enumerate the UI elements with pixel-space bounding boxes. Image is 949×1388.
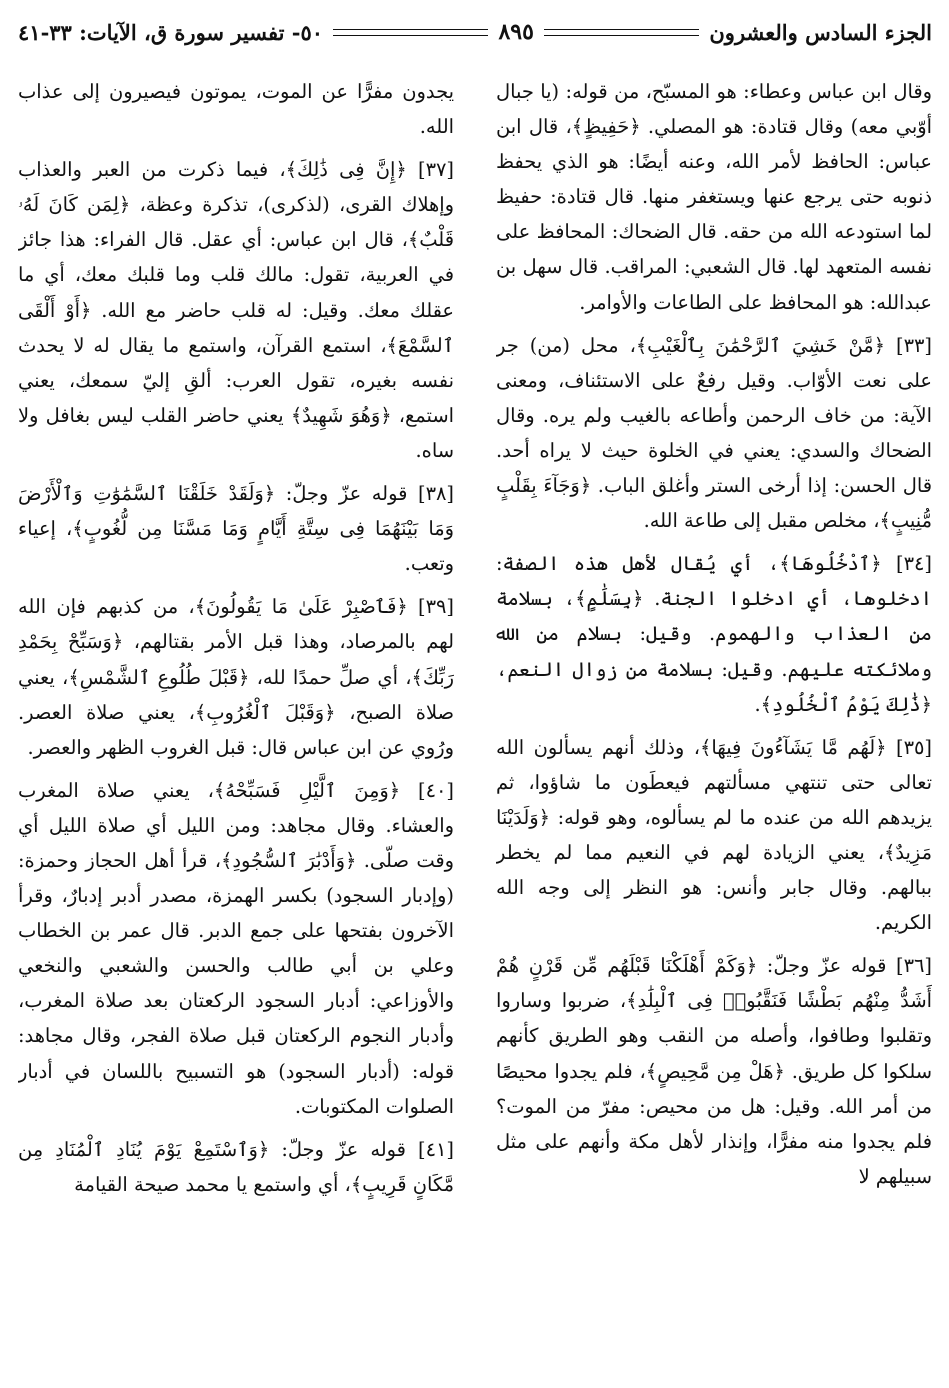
paragraph: [٣٦] قوله عزّ وجلّ: ﴿وَكَمْ أَهْلَكْنَا قَبْلَهُم مِّن قَرْنٍ هُمْ أَشَدُّ مِنْهُم بَطْشًا فَنَقَّبُوا۟ فِى ٱلْبِلَٰدِ﴾، ضربوا وساروا وتقلبوا وطافوا، وأصله من النقب وهو الطريق كأنهم سلكوا كل طريق. ﴿هَلْ مِن مَّحِيصٍ﴾، فلم يجدوا محيصًا من أمر الله. وقيل: هل من محيص: مفرّ من الموت؟ فلم يجدوا منه مفرًّا، وإنذار لأهل مكة وأنهم على مثل سبيلهم لا [496, 954, 932, 1188]
paragraph: [٤٠] ﴿وَمِنَ ٱلَّيْلِ فَسَبِّحْهُ﴾، يعني صلاة المغرب والعشاء. وقال مجاهد: ومن الليل أي صلاة الليل أي وقت صلّى. ﴿وَأَدْبَٰرَ ٱلسُّجُودِ﴾، قرأ أهل الحجاز وحمزة: (وإدبار السجود) بكسر الهمزة، مصدر أدبر إدبارٌ، وقرأ الآخرون بفتحها على جمع الدبر. قال عمر بن الخطاب وعلي بن أبي طالب والحسن والشعبي والنخعي والأوزاعي: أدبار السجود الركعتان بعد صلاة المغرب، وأدبار النجوم الركعتان قبل صلاة الفجر، وقال مجاهد: قوله: (أدبار السجود) هو التسبيح باللسان في أدبار الصلوات المكتوبات. [18, 778, 454, 1118]
left-column [18, 74, 454, 1364]
part-title: الجزء السادس والعشرون [709, 19, 932, 45]
paragraph: [٤١] قوله عزّ وجلّ: ﴿وَٱسْتَمِعْ يَوْمَ يُنَادِ ٱلْمُنَادِ مِن مَّكَانٍ قَرِيبٍ﴾، أي واستمع يا محمد صيحة القيامة [18, 1137, 454, 1196]
right-column [496, 74, 932, 1364]
book-page [18, 14, 932, 1374]
paragraph: [٣٩] ﴿فَٱصْبِرْ عَلَىٰ مَا يَقُولُونَ﴾، من كذبهم فإن الله لهم بالمرصاد، وهذا قبل الأمر بقتالهم، ﴿وَسَبِّحْ بِحَمْدِ رَبِّكَ﴾، أي صلِّ حمدًا لله، ﴿قَبْلَ طُلُوعِ ٱلشَّمْسِ﴾، يعني صلاة الصبح، ﴿وَقَبْلَ ٱلْغُرُوبِ﴾، يعني صلاة العصر. ورُوي عن ابن عباس قال: قبل الغروب الظهر والعصر. [18, 595, 454, 759]
header-rule [544, 29, 699, 36]
page-number: ٨٩٥ [498, 19, 534, 45]
paragraph: يجدون مفرًّا عن الموت، يموتون فيصيرون إلى عذاب الله. [18, 80, 454, 139]
paragraph: [٣٤] ﴿ٱدْخُلُوهَا﴾، أي يُقال لأهل هذه الصفة: ادخلوها، أي ادخلوا الجنة. ﴿بِسَلَٰمٍ﴾، بسلامة من العذاب والهموم. وقيل: بسلام من الله وملائكته عليهم. وقيل: بسلامة من زوال النعم، ﴿ذَٰلِكَ يَوْمُ ٱلْخُلُودِ﴾. [496, 552, 932, 716]
paragraph: [٣٧] ﴿إِنَّ فِى ذَٰلِكَ﴾، فيما ذكرت من العبر والعذاب وإهلاك القرى، (لذكرى)، تذكرة وعظة، ﴿لِمَن كَانَ لَهُۥ قَلْبٌ﴾، قال ابن عباس: أي عقل. قال الفراء: هذا جائز في العربية، تقول: مالك قلب وما قلبك معك، أي ما عقلك معك. وقيل: له قلب حاضر مع الله. ﴿أَوْ أَلْقَى ٱلسَّمْعَ﴾، استمع القرآن، واستمع ما يقال له لا يحدث نفسه بغيره، تقول العرب: ألقِ إليّ سمعك، يعني استمع، ﴿وَهُوَ شَهِيدٌ﴾ يعني حاضر القلب ليس بغافل ولا ساه. [18, 158, 454, 462]
paragraph: [٣٨] قوله عزّ وجلّ: ﴿وَلَقَدْ خَلَقْنَا ٱلسَّمَٰوَٰتِ وَٱلْأَرْضَ وَمَا بَيْنَهُمَا فِى سِتَّةِ أَيَّامٍ وَمَا مَسَّنَا مِن لُّغُوبٍ﴾، إعياء وتعب. [18, 482, 454, 576]
paragraph: [٣٥] ﴿لَهُم مَّا يَشَآءُونَ فِيهَا﴾، وذلك أنهم يسألون الله تعالى حتى تنتهي مسألتهم فيعطَون ما شاؤوا، ثم يزيدهم الله من عنده ما لم يسألوه، وهو قوله: ﴿وَلَدَيْنَا مَزِيدٌ﴾، يعني الزيادة لهم في النعيم مما لم يخطر ببالهم. وقال جابر وأنس: هو النظر إلى وجه الله الكريم. [496, 735, 932, 935]
surah-title: ٥٠- تفسير سورة ق، الآيات: ٣٣-٤١ [18, 19, 324, 45]
header-rule [333, 29, 488, 36]
running-head [18, 14, 932, 50]
paragraph: وقال ابن عباس وعطاء: هو المسبّح، من قوله: (يا جبال أوّبي معه) وقال قتادة: هو المصلي. ﴿حَفِيظٍ﴾، قال ابن عباس: الحافظ لأمر الله، وعنه أيضًا: هو الذي يحفظ ذنوبه حتى يرجع عنها ويستغفر منها. قال قتادة: حفيظ لما استودعه الله من حقه. قال الضحاك: المحافظ على نفسه المتعهد لها. قال الشعبي: المراقب. قال سهل بن عبدالله: هو المحافظ على الطاعات والأوامر. [496, 80, 932, 314]
text-columns [18, 74, 932, 1364]
paragraph: [٣٣] ﴿مَّنْ خَشِيَ ٱلرَّحْمَٰنَ بِٱلْغَيْبِ﴾، محل (من) جر على نعت الأوّاب. وقيل رفعٌ على الاستئناف، ومعنى الآية: من خاف الرحمن وأطاعه بالغيب ولم يره. وقال الضحاك والسدي: يعني في الخلوة حيث لا يراه أحد. قال الحسن: إذا أرخى الستر وأغلق الباب. ﴿وَجَآءَ بِقَلْبٍ مُّنِيبٍ﴾، مخلص مقبل إلى طاعة الله. [496, 333, 932, 533]
